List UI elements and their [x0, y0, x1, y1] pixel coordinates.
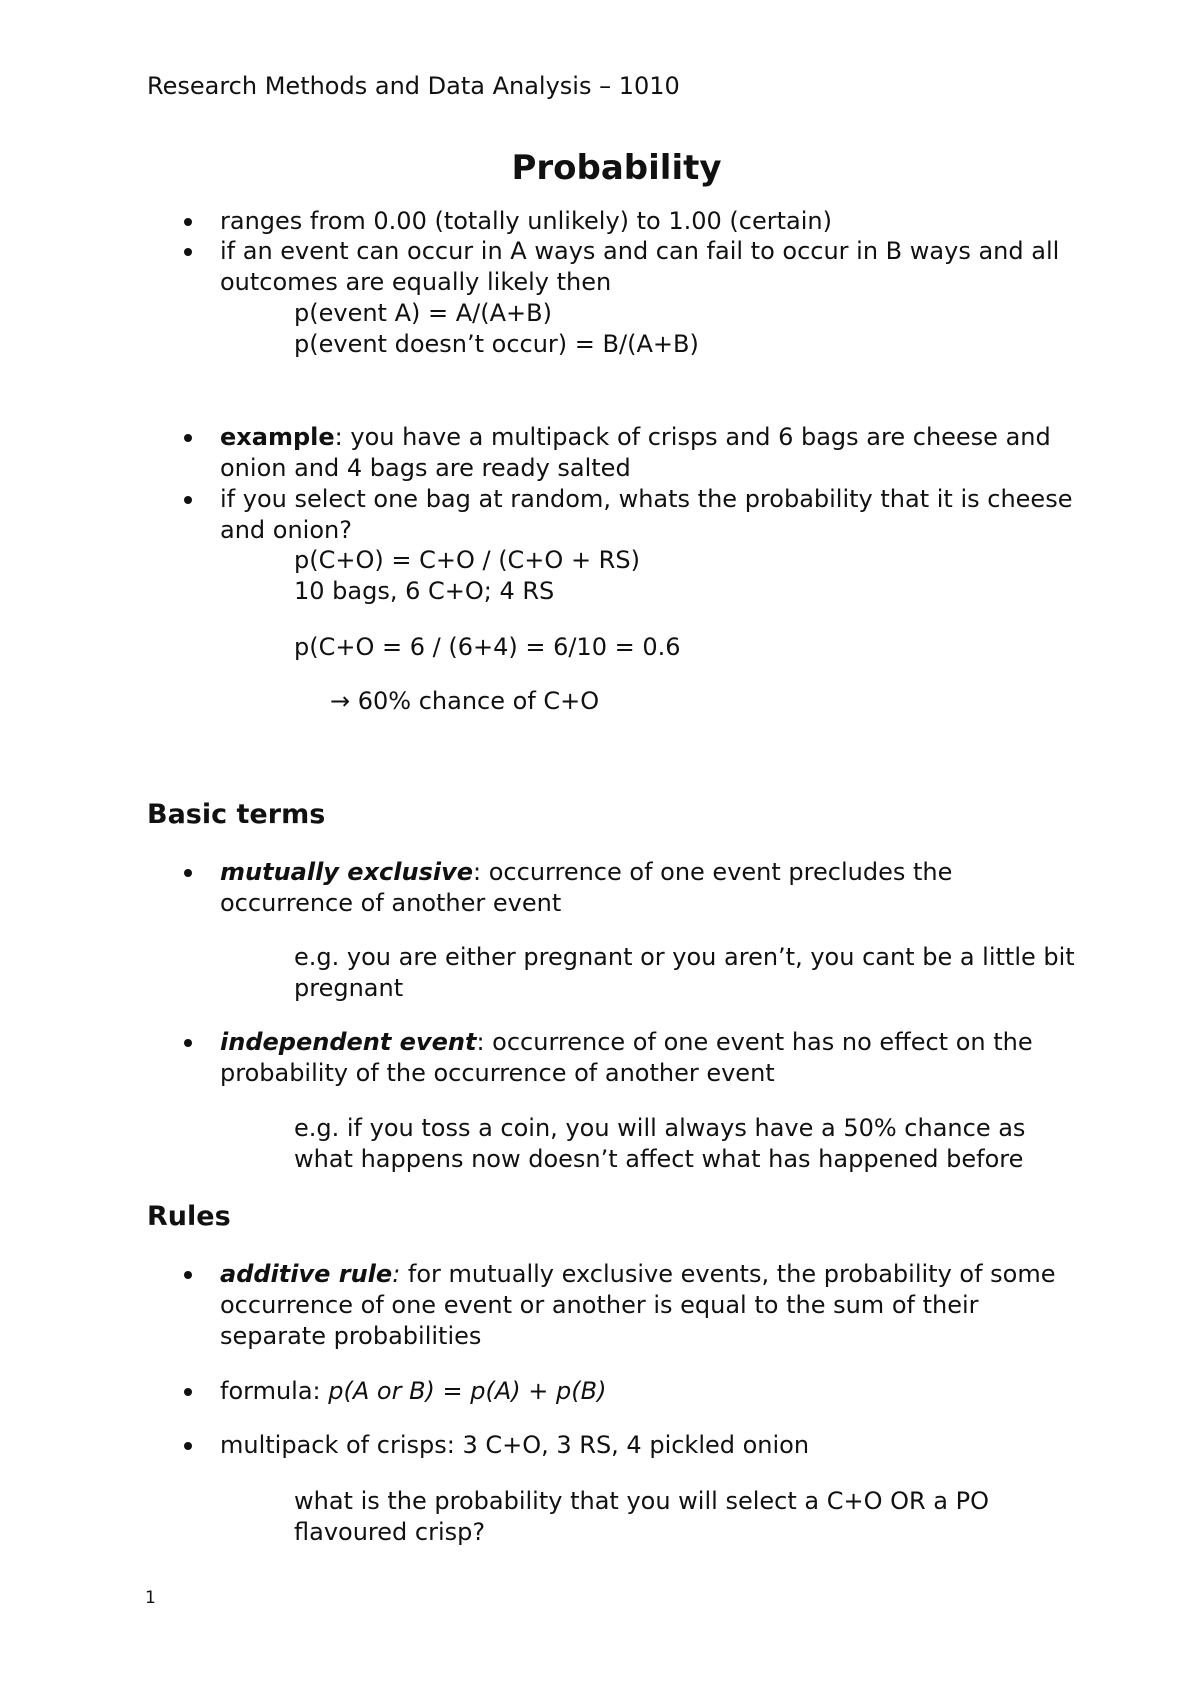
- formula-event-not-occur: p(event doesn’t occur) = B/(A+B): [294, 330, 699, 358]
- additive-rule-text: for mutually exclusive events, the probability of some occurrence of one event or another is equal to the sum of their separate probabilities: [220, 1260, 1056, 1350]
- arrow-right-icon: →: [330, 687, 351, 715]
- additive-rule-label: additive rule: [220, 1260, 393, 1288]
- independent-event-label: independent event: [220, 1028, 477, 1056]
- section-heading-rules: Rules: [147, 1201, 231, 1232]
- course-header: Research Methods and Data Analysis – 1010: [147, 72, 680, 100]
- example-text: : you have a multipack of crisps and 6 bags are cheese and onion and 4 bags are ready salted: [220, 423, 1051, 482]
- formula-label: formula:: [220, 1377, 329, 1405]
- bullet-additive-rule: [220, 1259, 1080, 1352]
- example-conclusion: [330, 686, 599, 717]
- example-calc-result: p(C+O = 6 / (6+4) = 6/10 = 0.6: [294, 633, 681, 661]
- bullet-formula: [220, 1376, 1080, 1407]
- bullet-range: [220, 206, 1080, 237]
- example-question-text: if you select one bag at random, whats the probability that it is cheese and onion?: [220, 485, 1073, 544]
- bullet-example: [220, 422, 1080, 484]
- bullet-event-ways-text: if an event can occur in A ways and can fail to occur in B ways and all outcomes are equally likely then: [220, 237, 1060, 296]
- example-label: example: [220, 423, 335, 451]
- page-number: 1: [145, 1588, 156, 1608]
- bullet-mutually-exclusive: [220, 857, 1080, 919]
- additive-rule-colon: :: [392, 1260, 401, 1288]
- multipack-text: multipack of crisps: 3 C+O, 3 RS, 4 pickled onion: [220, 1431, 810, 1459]
- mutually-exclusive-example: e.g. you are either pregnant or you aren’t, you cant be a little bit pregnant: [294, 943, 1075, 1002]
- example-calc-formula: p(C+O) = C+O / (C+O + RS): [294, 546, 640, 574]
- page-title: Probability: [511, 148, 722, 188]
- bullet-range-text: ranges from 0.00 (totally unlikely) to 1.00 (certain): [220, 207, 832, 235]
- rules-question: what is the probability that you will select a C+O OR a PO flavoured crisp?: [294, 1487, 989, 1546]
- section-heading-basic-terms: Basic terms: [147, 799, 326, 830]
- additive-formula: p(A or B) = p(A) + p(B): [328, 1377, 607, 1405]
- independent-event-text: : occurrence of one event has no effect on the probability of the occurrence of another event: [220, 1028, 1033, 1087]
- independent-event-example: e.g. if you toss a coin, you will always have a 50% chance as what happens now doesn’t affect what has happened before: [294, 1114, 1026, 1173]
- mutually-exclusive-label: mutually exclusive: [220, 858, 474, 886]
- bullet-example-question: [220, 484, 1080, 546]
- bullet-independent-event: [220, 1027, 1080, 1089]
- example-calc-counts: 10 bags, 6 C+O; 4 RS: [294, 577, 555, 605]
- example-conclusion-text: 60% chance of C+O: [357, 687, 600, 715]
- bullet-multipack: [220, 1430, 1080, 1461]
- formula-event-a: p(event A) = A/(A+B): [294, 299, 552, 327]
- mutually-exclusive-text: : occurrence of one event precludes the occurrence of another event: [220, 858, 953, 917]
- bullet-event-ways: [220, 236, 1080, 298]
